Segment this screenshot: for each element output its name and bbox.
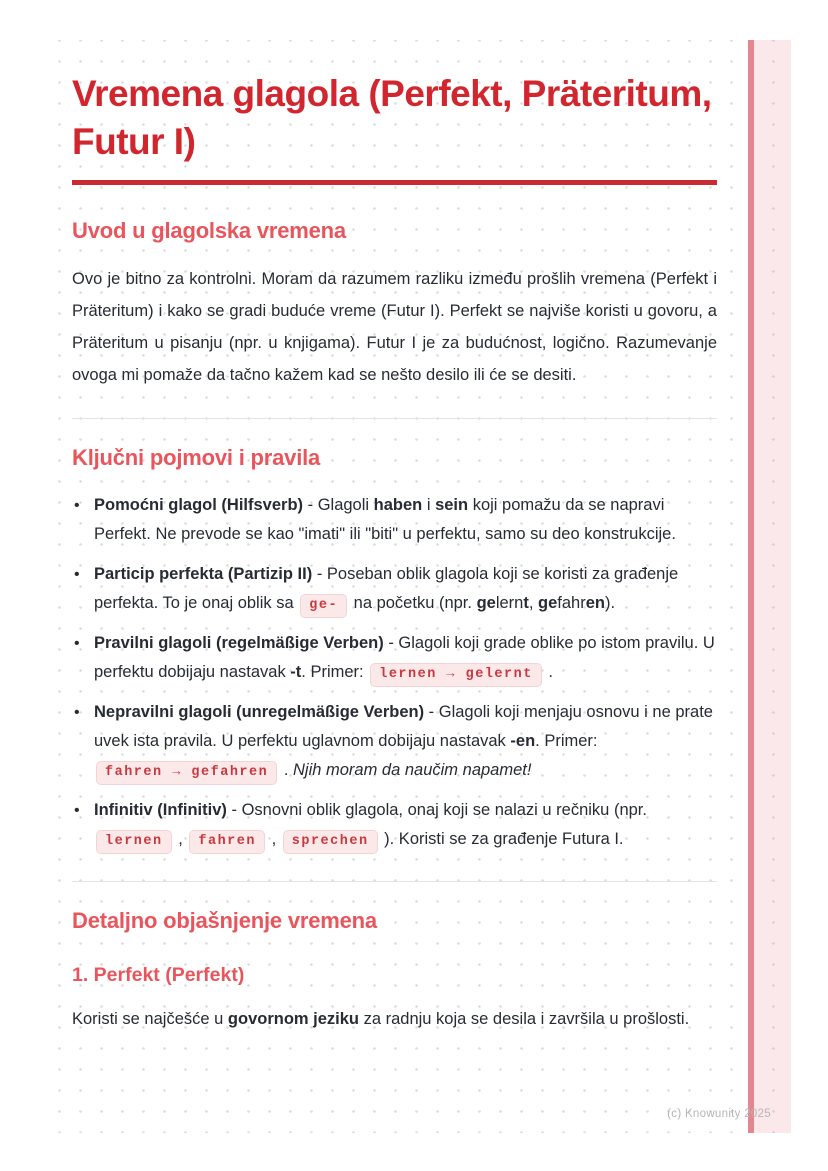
bullet-marker: • [74,635,80,652]
intro-paragraph: Ovo je bitno za kontrolni. Moram da razumem razliku između prošlih vremena (Perfekt i Präteritum) i kako se gradi buduće vreme (Futur I). Perfekt se najviše koristi u govoru, a Präteritum u pisanju (npr. u knjigama). Futur I je za budućnost, logično. Razumevanje ovoga mi pomaže da tačno kažem kad se nešto desilo ili će se desiti. [72,270,717,384]
list-item [72,796,717,854]
section-heading-intro: Uvod u glagolska vremena [72,218,346,243]
section-divider [72,418,717,419]
bullet-marker: • [74,704,80,721]
code-badge: lernen [96,830,172,854]
list-item-text: Infinitiv (Infinitiv) - Osnovni oblik glagola, onaj koji se nalazi u rečniku (npr. lernen , fahren , sprechen ). Koristi se za građenje Futura I. [94,801,647,848]
concept-list [72,491,717,854]
page-sheet [40,40,791,1133]
page-content [72,40,717,1035]
bullet-marker: • [74,802,80,819]
list-item [72,491,717,549]
list-item-text: Particip perfekta (Partizip II) - Poseban oblik glagola koji se koristi za građenje perfekta. To je onaj oblik sa ge- na početku (npr. gelernt, gefahren). [94,565,678,612]
section-divider [72,881,717,882]
code-badge: sprechen [283,830,378,854]
page-title: Vremena glagola (Perfekt, Präteritum, Futur I) [72,73,712,162]
list-item [72,560,717,618]
accent-stripe [748,40,791,1133]
section-heading-key-concepts: Ključni pojmovi i pravila [72,445,321,470]
bullet-marker: • [74,497,80,514]
list-item-text: Pomoćni glagol (Hilfsverb) - Glagoli haben i sein koji pomažu da se napravi Perfekt. Ne prevode se kao "imati" ili "biti" u perfektu, samo su deo konstrukcije. [94,496,676,543]
perfekt-paragraph: Koristi se najčešće u govornom jeziku za radnju koja se desila i završila u prošlosti. [72,1010,690,1028]
bullet-marker: • [74,566,80,583]
code-badge: lernen → gelernt [370,663,542,687]
code-badge: ge- [300,594,347,618]
list-item [72,698,717,785]
section-heading-detailed: Detaljno objašnjenje vremena [72,908,377,933]
footer-credit: (c) Knowunity 2025 [667,1108,771,1120]
list-item-text: Nepravilni glagoli (unregelmäßige Verben) - Glagoli koji menjaju osnovu i ne prate uvek ista pravila. U perfektu uglavnom dobijaju nastavak -en. Primer: fahren → gefahren . Njih moram da naučim napamet! [94,703,713,779]
title-rule [72,180,717,185]
subsection-heading-perfekt: 1. Perfekt (Perfekt) [72,964,245,986]
list-item [72,629,717,687]
code-badge: fahren → gefahren [96,761,277,785]
list-item-text: Pravilni glagoli (regelmäßige Verben) - Glagoli koji grade oblike po istom pravilu. U perfektu dobijaju nastavak -t. Primer: lernen → gelernt . [94,634,715,681]
code-badge: fahren [189,830,265,854]
